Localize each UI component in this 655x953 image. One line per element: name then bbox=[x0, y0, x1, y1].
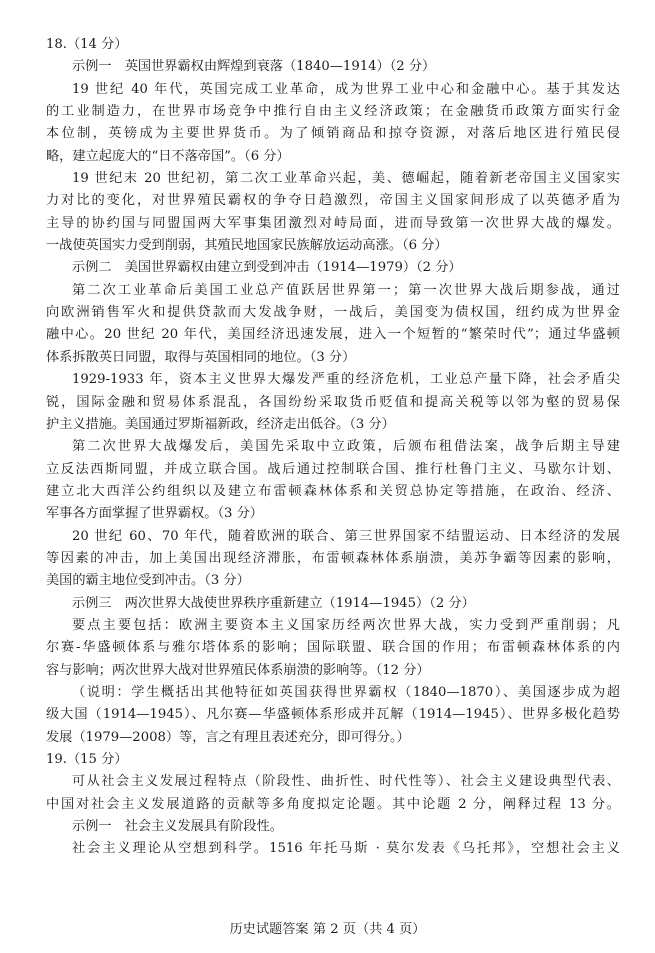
text-line: 略，建立起庞大的“日不落帝国”。（6 分） bbox=[46, 148, 290, 164]
text-line: 1929-1933 年，资本主义世界大爆发严重的经济危机，工业总产量下降，社会矛盾尖 bbox=[72, 372, 620, 388]
text-line: 可从社会主义发展过程特点（阶段性、曲折性、时代性等）、社会主义建设典型代表、 bbox=[72, 774, 620, 790]
text-line: 中国对社会主义发展道路的贡献等多角度拟定论题。其中论题 2 分，阐释过程 13 分。 bbox=[46, 796, 620, 812]
text-line: 向欧洲销售军火和提供贷款而大发战争财，一战后，美国变为债权国，纽约成为世界金 bbox=[46, 305, 620, 321]
text-line: 示例三 两次世界大战使世界秩序重新建立（1914—1945）（2 分） bbox=[72, 595, 475, 611]
text-line: 尔赛-华盛顿体系与雅尔塔体系的影响；国际联盟、联合国的作用；布雷顿森林体系的内 bbox=[46, 640, 620, 656]
text-line: 示例二 美国世界霸权由建立到受到冲击（1914—1979）（2 分） bbox=[72, 260, 462, 276]
text-line: 19 世纪 40 年代，英国完成工业革命，成为世界工业中心和金融中心。基于其发达 bbox=[72, 81, 620, 97]
text-line: 级大国（1914—1945）、凡尔赛—华盛顿体系形成并瓦解（1914—1945）、世界多极化趋势 bbox=[46, 707, 620, 723]
text-line: 立反法西斯同盟，并成立联合国。战后通过控制联合国、推行杜鲁门主义、马歇尔计划、 bbox=[46, 461, 620, 477]
text-line: 要点主要包括：欧洲主要资本主义国家历经两次世界大战，实力受到严重削弱；凡 bbox=[72, 617, 620, 633]
text-line: 第二次工业革命后美国工业总产值跃居世界第一；第一次世界大战后期参战，通过 bbox=[72, 282, 620, 298]
text-line: 体系拆散英日同盟，取得与英国相同的地位。（3 分） bbox=[46, 349, 356, 365]
text-line: 19.（15 分） bbox=[46, 752, 128, 767]
text-line: 示例一 社会主义发展具有阶段性。 bbox=[72, 819, 283, 835]
text-line: 建立北大西洋公约组织以及建立布雷顿森林体系和关贸总协定等措施，在政治、经济、 bbox=[46, 483, 620, 499]
text-line: 第二次世界大战爆发后，美国先采取中立政策，后颁布租借法案，战争后期主导建 bbox=[72, 439, 620, 455]
text-line: 本位制，英镑成为主要世界货币。为了倾销商品和掠夺资源，对落后地区进行殖民侵 bbox=[46, 126, 620, 142]
text-line: 美国的霸主地位受到冲击。（3 分） bbox=[46, 573, 250, 589]
text-line: 护主义措施。美国通过罗斯福新政，经济走出低谷。（3 分） bbox=[46, 416, 395, 432]
text-line: 锐，国际金融和贸易体系混乱，各国纷纷采取货币贬值和提高关税等以邻为壑的贸易保 bbox=[46, 394, 620, 410]
text-line: 一战使英国实力受到削弱，其殖民地国家民族解放运动高涨。（6 分） bbox=[46, 238, 448, 254]
text-line: 18.（14 分） bbox=[46, 37, 128, 52]
text-line: 19 世纪末 20 世纪初，第二次工业革命兴起，美、德崛起，随着新老帝国主义国家实 bbox=[72, 171, 620, 187]
answer-content bbox=[46, 34, 620, 861]
text-line: 容与影响；两次世界大战对世界殖民体系崩溃的影响等。（12 分） bbox=[46, 662, 430, 678]
text-line: 军事各方面掌握了世界霸权。（3 分） bbox=[46, 506, 263, 522]
text-line: 的工业制造力，在世界市场竞争中推行自由主义经济政策；在金融货币政策方面实行金 bbox=[46, 104, 620, 120]
text-line: 示例一 英国世界霸权由辉煌到衰落（1840—1914）（2 分） bbox=[72, 59, 436, 75]
text-line: 发展（1979—2008）等，言之有理且表述充分，即可得分。） bbox=[46, 729, 410, 745]
page-footer: 历史试题答案 第 2 页（共 4 页） bbox=[229, 922, 426, 937]
text-line: 社会主义理论从空想到科学。1516 年托马斯 · 莫尔发表《乌托邦》，空想社会主义 bbox=[72, 841, 620, 857]
text-line: 等因素的冲击，加上美国出现经济滞胀，布雷顿森林体系崩溃，美苏争霸等因素的影响， bbox=[46, 550, 620, 566]
text-line: （说明：学生概括出其他特征如英国获得世界霸权（1840—1870）、美国逐步成为超 bbox=[72, 684, 620, 700]
text-line: 融中心。20 世纪 20 年代，美国经济迅速发展，进入一个短暂的“繁荣时代”；通过华盛顿 bbox=[46, 327, 620, 343]
text-line: 力对比的变化，对世界殖民霸权的争夺日趋激烈，帝国主义国家间形成了以英德矛盾为 bbox=[46, 193, 620, 209]
text-line: 主导的协约国与同盟国两大军事集团激烈对峙局面，进而导致第一次世界大战的爆发。 bbox=[46, 215, 620, 231]
text-line: 20 世纪 60、70 年代，随着欧洲的联合、第三世界国家不结盟运动、日本经济的发展 bbox=[72, 528, 620, 544]
